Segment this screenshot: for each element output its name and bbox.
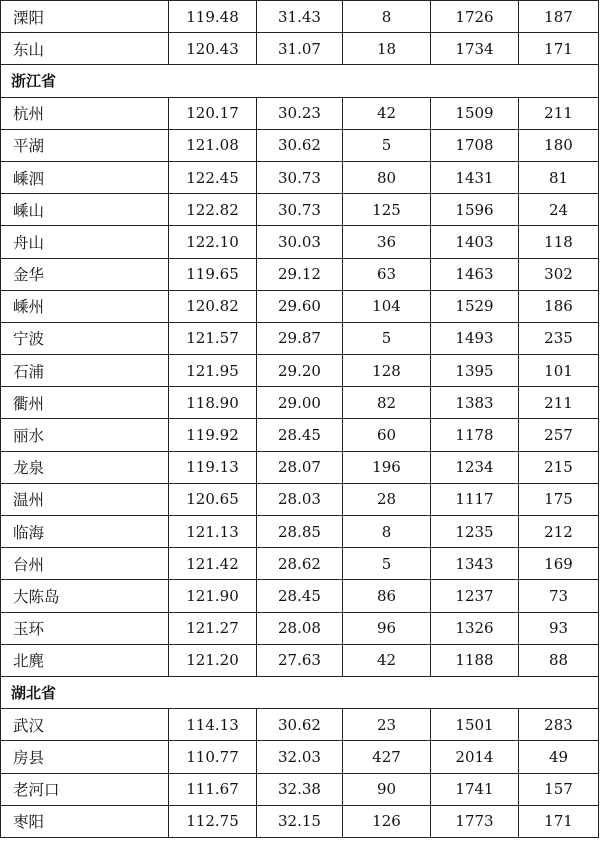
longitude-cell: 118.90 [169,387,257,419]
longitude-cell: 121.20 [169,644,257,676]
value-cell-b: 211 [519,387,599,419]
station-name: 平湖 [1,129,169,161]
table-row [1,419,599,451]
station-name: 嵊州 [1,290,169,322]
value-cell-b: 81 [519,161,599,193]
value-cell-a: 1343 [431,548,519,580]
latitude-cell: 30.03 [257,226,343,258]
table-row [1,161,599,193]
longitude-cell: 121.42 [169,548,257,580]
value-cell-b: 171 [519,33,599,65]
altitude-cell: 28 [343,483,431,515]
value-cell-b: 24 [519,194,599,226]
province-name: 湖北省 [1,676,599,708]
longitude-cell: 121.08 [169,129,257,161]
latitude-cell: 28.62 [257,548,343,580]
value-cell-a: 1178 [431,419,519,451]
value-cell-b: 283 [519,709,599,741]
value-cell-b: 157 [519,773,599,805]
station-name: 枣阳 [1,805,169,837]
longitude-cell: 122.45 [169,161,257,193]
latitude-cell: 30.62 [257,129,343,161]
latitude-cell: 32.03 [257,741,343,773]
altitude-cell: 8 [343,516,431,548]
value-cell-b: 171 [519,805,599,837]
table-row [1,194,599,226]
latitude-cell: 28.08 [257,612,343,644]
province-name: 浙江省 [1,65,599,97]
table-row [1,580,599,612]
table-row [1,451,599,483]
station-name: 老河口 [1,773,169,805]
value-cell-b: 186 [519,290,599,322]
station-name: 玉环 [1,612,169,644]
altitude-cell: 18 [343,33,431,65]
altitude-cell: 5 [343,129,431,161]
longitude-cell: 121.95 [169,355,257,387]
latitude-cell: 29.87 [257,322,343,354]
latitude-cell: 32.38 [257,773,343,805]
table-row [1,612,599,644]
value-cell-a: 2014 [431,741,519,773]
table-row [1,355,599,387]
latitude-cell: 28.45 [257,580,343,612]
longitude-cell: 119.65 [169,258,257,290]
value-cell-a: 1509 [431,97,519,129]
altitude-cell: 104 [343,290,431,322]
station-name: 台州 [1,548,169,580]
table-row [1,805,599,837]
value-cell-a: 1708 [431,129,519,161]
value-cell-b: 235 [519,322,599,354]
longitude-cell: 120.82 [169,290,257,322]
altitude-cell: 8 [343,1,431,33]
station-name: 舟山 [1,226,169,258]
table-row [1,741,599,773]
table-row [1,644,599,676]
value-cell-a: 1493 [431,322,519,354]
value-cell-b: 73 [519,580,599,612]
value-cell-a: 1237 [431,580,519,612]
longitude-cell: 120.17 [169,97,257,129]
altitude-cell: 42 [343,97,431,129]
longitude-cell: 121.27 [169,612,257,644]
latitude-cell: 29.00 [257,387,343,419]
longitude-cell: 121.13 [169,516,257,548]
value-cell-b: 118 [519,226,599,258]
latitude-cell: 27.63 [257,644,343,676]
altitude-cell: 90 [343,773,431,805]
longitude-cell: 119.92 [169,419,257,451]
altitude-cell: 36 [343,226,431,258]
station-name: 武汉 [1,709,169,741]
station-name: 溧阳 [1,1,169,33]
table-row [1,483,599,515]
latitude-cell: 29.12 [257,258,343,290]
altitude-cell: 427 [343,741,431,773]
value-cell-a: 1741 [431,773,519,805]
table-row [1,387,599,419]
value-cell-a: 1773 [431,805,519,837]
station-name: 房县 [1,741,169,773]
longitude-cell: 110.77 [169,741,257,773]
station-name: 大陈岛 [1,580,169,612]
latitude-cell: 28.85 [257,516,343,548]
station-name: 北麂 [1,644,169,676]
latitude-cell: 32.15 [257,805,343,837]
table-row [1,322,599,354]
station-name: 嵊山 [1,194,169,226]
value-cell-a: 1235 [431,516,519,548]
table-row [1,516,599,548]
latitude-cell: 28.03 [257,483,343,515]
value-cell-a: 1734 [431,33,519,65]
value-cell-a: 1234 [431,451,519,483]
station-name: 石浦 [1,355,169,387]
station-name: 临海 [1,516,169,548]
longitude-cell: 111.67 [169,773,257,805]
value-cell-a: 1529 [431,290,519,322]
altitude-cell: 196 [343,451,431,483]
value-cell-b: 257 [519,419,599,451]
altitude-cell: 60 [343,419,431,451]
longitude-cell: 122.10 [169,226,257,258]
value-cell-b: 302 [519,258,599,290]
value-cell-a: 1188 [431,644,519,676]
station-name: 东山 [1,33,169,65]
table-row [1,97,599,129]
value-cell-a: 1383 [431,387,519,419]
station-name: 嵊泗 [1,161,169,193]
table-row [1,548,599,580]
longitude-cell: 121.57 [169,322,257,354]
value-cell-b: 187 [519,1,599,33]
latitude-cell: 31.43 [257,1,343,33]
station-name: 丽水 [1,419,169,451]
altitude-cell: 82 [343,387,431,419]
latitude-cell: 30.62 [257,709,343,741]
station-name: 金华 [1,258,169,290]
altitude-cell: 126 [343,805,431,837]
table-row [1,258,599,290]
value-cell-b: 212 [519,516,599,548]
latitude-cell: 29.20 [257,355,343,387]
altitude-cell: 5 [343,322,431,354]
value-cell-a: 1463 [431,258,519,290]
latitude-cell: 29.60 [257,290,343,322]
value-cell-b: 88 [519,644,599,676]
table-body [1,1,599,838]
value-cell-b: 93 [519,612,599,644]
province-header-row [1,676,599,708]
longitude-cell: 122.82 [169,194,257,226]
station-name: 温州 [1,483,169,515]
longitude-cell: 121.90 [169,580,257,612]
value-cell-b: 101 [519,355,599,387]
longitude-cell: 112.75 [169,805,257,837]
table-row [1,773,599,805]
longitude-cell: 120.43 [169,33,257,65]
altitude-cell: 96 [343,612,431,644]
value-cell-b: 211 [519,97,599,129]
altitude-cell: 80 [343,161,431,193]
altitude-cell: 5 [343,548,431,580]
station-name: 衢州 [1,387,169,419]
value-cell-a: 1117 [431,483,519,515]
value-cell-a: 1326 [431,612,519,644]
province-header-row [1,65,599,97]
longitude-cell: 119.48 [169,1,257,33]
altitude-cell: 63 [343,258,431,290]
value-cell-a: 1501 [431,709,519,741]
latitude-cell: 28.07 [257,451,343,483]
altitude-cell: 128 [343,355,431,387]
value-cell-a: 1726 [431,1,519,33]
altitude-cell: 23 [343,709,431,741]
value-cell-a: 1596 [431,194,519,226]
longitude-cell: 119.13 [169,451,257,483]
station-name: 杭州 [1,97,169,129]
table-row [1,33,599,65]
value-cell-b: 215 [519,451,599,483]
longitude-cell: 120.65 [169,483,257,515]
altitude-cell: 42 [343,644,431,676]
value-cell-b: 180 [519,129,599,161]
table-row [1,1,599,33]
altitude-cell: 125 [343,194,431,226]
latitude-cell: 30.73 [257,161,343,193]
table-row [1,226,599,258]
value-cell-b: 169 [519,548,599,580]
table-row [1,290,599,322]
altitude-cell: 86 [343,580,431,612]
table-row [1,709,599,741]
latitude-cell: 30.23 [257,97,343,129]
value-cell-b: 49 [519,741,599,773]
latitude-cell: 31.07 [257,33,343,65]
station-name: 宁波 [1,322,169,354]
longitude-cell: 114.13 [169,709,257,741]
value-cell-a: 1403 [431,226,519,258]
table-row [1,129,599,161]
value-cell-b: 175 [519,483,599,515]
value-cell-a: 1395 [431,355,519,387]
value-cell-a: 1431 [431,161,519,193]
latitude-cell: 28.45 [257,419,343,451]
station-name: 龙泉 [1,451,169,483]
latitude-cell: 30.73 [257,194,343,226]
